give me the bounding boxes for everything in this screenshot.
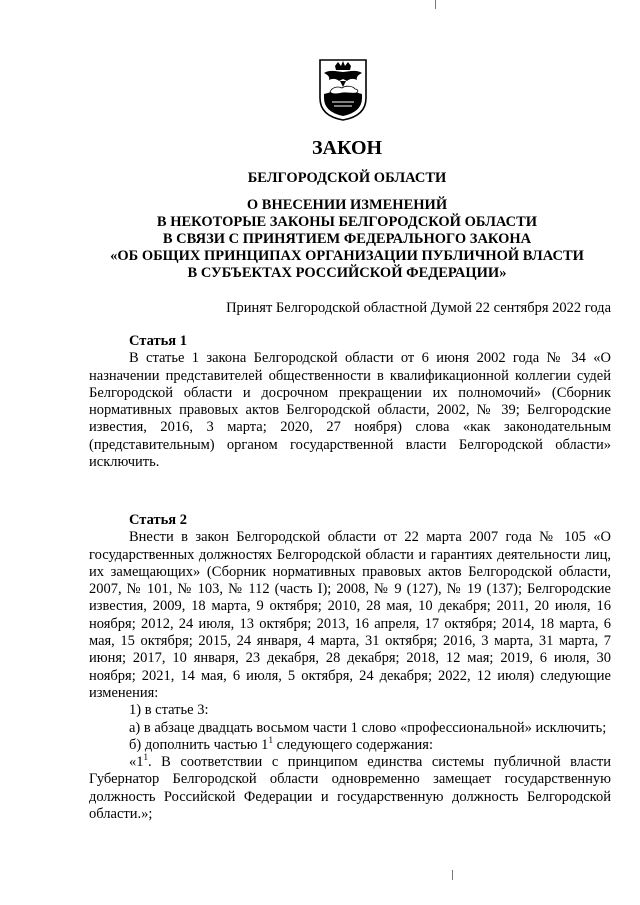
article-2-quote (89, 754, 611, 823)
item-1b-text: б) дополнить частью 1 (129, 736, 269, 753)
article-1 (89, 333, 611, 471)
item-1b-text-end: следующего содержания: (272, 736, 434, 753)
subtitle-line: В СВЯЗИ С ПРИНЯТИЕМ ФЕДЕРАЛЬНОГО ЗАКОНА (162, 231, 532, 247)
item-1b-superscript: 1 (268, 735, 273, 746)
article-1-heading: Статья 1 (129, 333, 187, 349)
subtitle-line: О ВНЕСЕНИИ ИЗМЕНЕНИЙ (246, 197, 448, 213)
article-2-item-1a: а) в абзаце двадцать восьмом части 1 слово «профессиональной» исключить; (129, 719, 607, 736)
article-2-item-1b (89, 737, 611, 754)
document-title: ЗАКОН (311, 137, 383, 159)
article-2 (89, 512, 611, 823)
law-subtitle (27, 197, 640, 282)
article-2-intro: Внести в закон Белгородской области от 22 марта 2007 года № 105 «О государственных должностях Белгородской области и гарантиях деятельности лиц, их замещающих» (Сборник нормативных правовых актов Белгородской области, 2007, № 101, № 103, № 112 (часть I); 2008, № 9 (127), № 19 (137); Белгородские известия, 2009, 18 марта, 9 октября; 2010, 28 мая, 10 декабря; 2011, 20 июля, 16 ноября; 2012, 24 июля, 13 октября; 2013, 16 апреля, 17 октября; 2014, 18 марта, 6 мая, 15 октября; 2015, 24 января, 4 марта, 31 октября; 2016, 3 марта, 31 марта, 7 июня; 2017, 10 января, 23 декабря, 28 декабря; 2018, 12 мая; 2019, 6 июля, 30 ноября; 2021, 14 мая, 6 июля, 5 октября, 24 декабря; 2022, 12 июля) следующие изменения: (89, 529, 611, 701)
article-2-heading: Статья 2 (129, 512, 187, 528)
article-2-item-1: 1) в статье 3: (129, 702, 209, 719)
scan-artifact-bottom (452, 870, 453, 880)
subtitle-line: В СУБЪЕКТАХ РОССИЙСКОЙ ФЕДЕРАЦИИ» (187, 265, 507, 281)
scan-artifact-top (435, 0, 436, 9)
quote-superscript: 1 (143, 752, 148, 763)
region-title: БЕЛГОРОДСКОЙ ОБЛАСТИ (247, 170, 447, 186)
belgorod-coat-of-arms-icon (318, 58, 368, 122)
subtitle-line: В НЕКОТОРЫЕ ЗАКОНЫ БЕЛГОРОДСКОЙ ОБЛАСТИ (156, 214, 538, 230)
adoption-line: Принят Белгородской областной Думой 22 сентября 2022 года (226, 300, 611, 316)
article-1-text: В статье 1 закона Белгородской области от 6 июня 2002 года № 34 «О назначении представителей общественности в квалификационной коллегии судей Белгородской области и досрочном прекращении их полномочий» (Сборник нормативных правовых актов Белгородской области, 2002, № 39; Белгородские известия, 2016, 3 марта; 2020, 27 ноября) слова «как законодательным (представительным) органом государственной власти Белгородской области» исключить. (89, 350, 611, 471)
quote-text: . В соответствии с принципом единства системы публичной власти Губернатор Белгородской области одновременно замещает государственную должность Российской Федерации и государственную должность Белгородской области.»; (89, 754, 611, 823)
subtitle-line: «ОБ ОБЩИХ ПРИНЦИПАХ ОРГАНИЗАЦИИ ПУБЛИЧНОЙ ВЛАСТИ (110, 248, 584, 264)
quote-number: «1 (129, 754, 144, 771)
